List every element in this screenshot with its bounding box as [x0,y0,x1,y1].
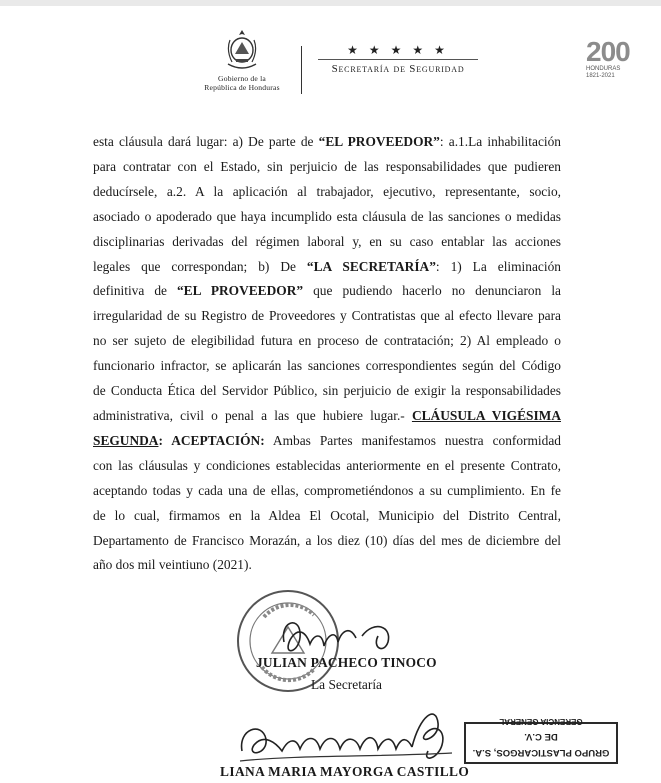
text-segment: irregularidad de su Registro de Proveedores y Contratistas que al efecto llevare para [93,308,561,324]
body-line [93,205,561,230]
text-segment: : a.1.La inhabilitación [439,134,561,149]
text-segment: Departamento de Francisco Morazán, a los diez (10) días del mes de diciembre del [93,532,561,548]
text-segment: con las cláusulas y condiciones establecidas anteriormente en el presente Contrato, [93,457,561,473]
text-segment: funcionario infractor, se aplicarán las sanciones correspondientes según del Código [93,358,561,374]
text-segment: : 1) La eliminación [435,258,561,274]
body-line [93,155,561,180]
bicentennial-badge [586,38,646,82]
stamp-department: GERENCIA GENERAL [499,717,583,726]
text-segment: administrativa, civil o penal a las que hubiere lugar.- [93,407,412,423]
badge-sub1: HONDURAS [586,66,621,72]
body-line [93,304,561,329]
text-segment: aceptando todas y cada una de ellas, comprometiéndonos a su cumplimiento. En fe [93,482,561,498]
text-segment: “LA SECRETARÍA” [306,258,436,274]
government-logo [186,28,298,92]
signatory-1-name: JULIAN PACHECO TINOCO [256,655,437,670]
header-divider [301,46,302,94]
body-line [93,454,561,479]
body-line [93,479,561,504]
text-segment: : [158,432,172,448]
signature-2 [236,705,466,770]
text-segment: CLÁUSULA VIGÉSIMA [411,407,561,423]
body-line [93,180,561,205]
text-segment: disciplinarias derivadas del régimen laboral y, en su caso entablar las acciones [93,233,561,249]
stars-icon: ★ ★ ★ ★ ★ [347,43,449,57]
text-segment: ACEPTACIÓN: [171,432,265,448]
body-line [93,354,561,379]
text-segment: de Conducta Ética del Servidor Público, sin perjuicio de exigir la responsabilidades [93,383,561,399]
contract-body-text [93,130,561,578]
text-segment: de lo cual, firmamos en la Aldea El Ocotal, Municipio del Distrito Central, [93,507,561,523]
body-line [93,404,561,429]
badge-number: 200 [586,36,630,67]
text-segment: asociado o apoderado que haya incumplido esta cláusula de las sanciones o medidas [93,208,561,224]
signatory-2-name: LIANA MARIA MAYORGA CASTILLO [220,764,470,779]
body-line [93,553,561,578]
body-line [93,279,561,304]
body-line [93,329,561,354]
body-line [93,529,561,554]
text-segment: legales que correspondan; b) De [93,258,307,274]
text-segment: “EL PROVEEDOR” [176,283,304,299]
gov-line-2: República de Honduras [204,83,280,92]
body-line [93,429,561,454]
text-segment: esta cláusula dará lugar: a) De parte de [93,134,319,149]
coat-of-arms-icon [222,28,262,72]
badge-sub2: 1821-2021 [586,73,615,79]
text-segment: definitiva de [93,283,177,299]
stamp-company: GRUPO PLASTICARGOS, S.A. DE C.V. [472,731,610,758]
secretaria-title: Secretaría de Seguridad [331,63,465,75]
body-line [93,130,561,155]
text-segment: “EL PROVEEDOR” [318,134,440,149]
text-segment: SEGUNDA [93,432,159,448]
text-segment: para contratar con el Estado, sin perjuicio de las responsabilidades que pudieren [93,158,561,174]
body-line [93,504,561,529]
text-segment: no ser sujeto de elegibilidad futura en proceso de contratación; 2) Al empleado o [93,333,561,349]
secretaria-header [318,44,478,75]
text-segment: Ambas Partes manifestamos nuestra conformidad [264,432,561,448]
signatory-1-role: La Secretaría [311,677,382,692]
company-stamp [464,717,618,764]
body-line [93,230,561,255]
text-segment: deducírsele, a.2. A la aplicación al trabajador, ejecutivo, representante, socio, [93,183,561,199]
header-rule [318,59,478,60]
body-line [93,379,561,404]
gov-line-1: Gobierno de la [218,74,266,83]
text-segment: que pudiendo hacerlo no denunciaron la [303,283,561,299]
body-line [93,255,561,280]
text-segment: año dos mil veintiuno (2021). [93,557,252,573]
scan-edge [0,0,661,6]
